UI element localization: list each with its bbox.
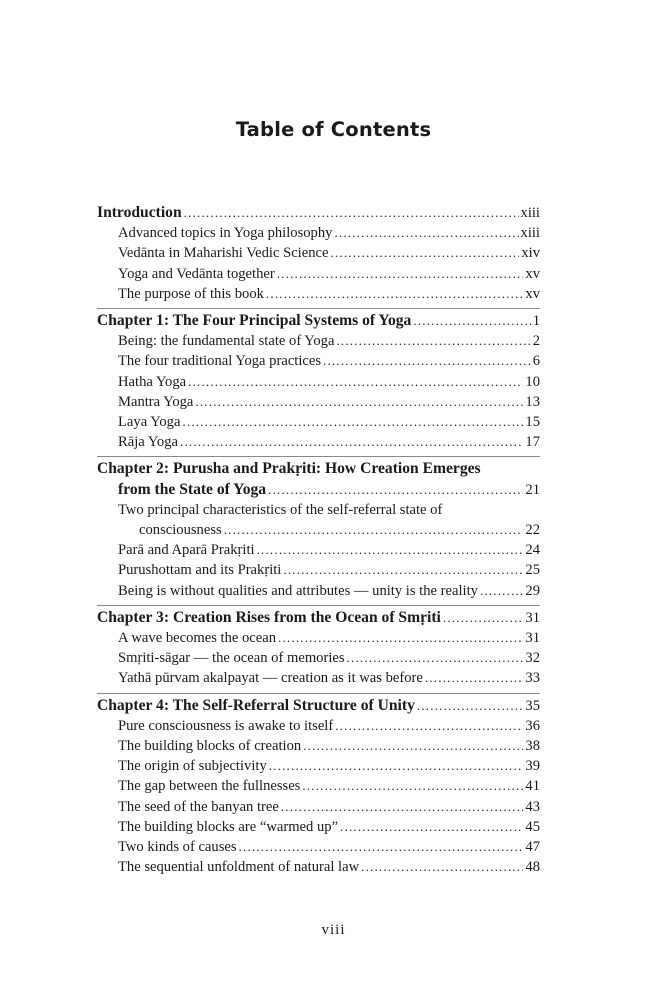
toc-section-chapter-2 — [97, 456, 540, 600]
toc-heading[interactable] — [97, 608, 540, 628]
dot-leader — [182, 412, 523, 432]
dot-leader — [425, 668, 524, 688]
dot-leader — [303, 736, 523, 756]
dot-leader — [188, 372, 523, 392]
toc-item[interactable] — [97, 581, 540, 601]
toc-item-line-1[interactable]: Two principal characteristics of the self-referral state of — [118, 501, 443, 518]
toc-page-number: 38 — [525, 738, 540, 755]
toc-item-label: Being: the fundamental state of Yoga — [118, 333, 335, 350]
dot-leader — [443, 608, 524, 628]
toc-heading-label: Chapter 3: Creation Rises from the Ocean of Smṛiti — [97, 608, 441, 626]
toc-item[interactable] — [97, 716, 540, 736]
toc-item[interactable] — [97, 668, 540, 688]
toc-item[interactable] — [97, 372, 540, 392]
toc-heading-label: Introduction — [97, 204, 182, 221]
dot-leader — [283, 560, 523, 580]
dot-leader — [257, 540, 524, 560]
toc-item-label: The building blocks of creation — [118, 738, 302, 755]
dot-leader — [180, 432, 523, 452]
dot-leader — [480, 581, 523, 601]
toc-item[interactable] — [97, 776, 540, 796]
toc-section-introduction — [97, 203, 540, 304]
dot-leader — [323, 351, 531, 371]
toc-page-number: xv — [525, 285, 540, 302]
toc-page-number: 33 — [525, 670, 540, 687]
toc-item-label: The four traditional Yoga practices — [118, 353, 322, 370]
toc-item[interactable] — [97, 223, 540, 243]
toc-heading[interactable] — [97, 696, 540, 716]
toc-item-label: The sequential unfoldment of natural law — [118, 859, 360, 876]
toc-page-number: 36 — [525, 717, 540, 734]
toc-item[interactable] — [97, 284, 540, 304]
toc-item[interactable] — [97, 628, 540, 648]
toc-page-number: 1 — [532, 313, 540, 330]
toc-page-number: 25 — [525, 562, 540, 579]
dot-leader — [269, 756, 524, 776]
dot-leader — [184, 203, 519, 223]
dot-leader — [361, 857, 523, 877]
toc-item[interactable] — [97, 520, 540, 540]
toc-item-label: The gap between the fullnesses — [118, 778, 301, 795]
toc-item[interactable] — [97, 432, 540, 452]
toc-item[interactable] — [97, 392, 540, 412]
toc-item[interactable] — [97, 264, 540, 284]
toc-item[interactable] — [97, 243, 540, 263]
toc-page-number: 48 — [525, 859, 540, 876]
toc-item-label: A wave becomes the ocean — [118, 630, 277, 647]
dot-leader — [239, 837, 524, 857]
toc-item[interactable] — [97, 331, 540, 351]
toc-item[interactable] — [97, 857, 540, 877]
toc-item-label: Yathā pūrvam akalpayat — creation as it was before — [118, 670, 423, 687]
toc-item-label: Being is without qualities and attributes — unity is the reality — [118, 582, 478, 599]
toc-item[interactable] — [97, 817, 540, 837]
toc-page-number: 2 — [532, 333, 540, 350]
toc-section-chapter-1 — [97, 308, 540, 452]
toc-heading-label: Chapter 1: The Four Principal Systems of Yoga — [97, 312, 412, 330]
toc-page-number: 31 — [525, 609, 540, 626]
dot-leader — [281, 797, 524, 817]
toc-item[interactable] — [97, 736, 540, 756]
dot-leader — [224, 520, 524, 540]
dot-leader — [417, 696, 524, 716]
toc-item[interactable] — [97, 756, 540, 776]
toc-item-label: The seed of the banyan tree — [118, 798, 279, 815]
toc-page-number: 10 — [525, 373, 540, 390]
dot-leader — [334, 223, 518, 243]
toc-page-number: 43 — [525, 798, 540, 815]
toc-item-label: Mantra Yoga — [118, 393, 194, 410]
toc-item[interactable] — [97, 648, 540, 668]
toc-item[interactable] — [97, 540, 540, 560]
toc-heading[interactable] — [97, 311, 540, 331]
toc-item[interactable] — [97, 837, 540, 857]
toc-page-number: 13 — [525, 393, 540, 410]
page-title: Table of Contents — [235, 118, 432, 141]
dot-leader — [268, 480, 523, 500]
toc-page-number: 29 — [525, 582, 540, 599]
toc-heading[interactable] — [97, 480, 540, 500]
toc-page-number: 47 — [525, 839, 540, 856]
toc-page-number: 24 — [525, 542, 540, 559]
toc-item-label: Vedānta in Maharishi Vedic Science — [118, 245, 329, 262]
toc-page-number: 41 — [525, 778, 540, 795]
toc-page-number: 32 — [525, 650, 540, 667]
toc-item-label: Parā and Aparā Prakṛiti — [118, 542, 255, 559]
toc-item-label: Pure consciousness is awake to itself — [118, 717, 334, 734]
toc-item-label: Smṛiti-sāgar — the ocean of memories — [118, 650, 345, 667]
toc-item-label: The building blocks are “warmed up” — [118, 818, 339, 835]
toc-page-number: 6 — [532, 353, 540, 370]
dot-leader — [347, 648, 524, 668]
toc-page-number: xiii — [520, 205, 540, 221]
toc-page-number: 17 — [525, 434, 540, 451]
dot-leader — [266, 284, 523, 304]
toc-page-number: xiii — [520, 225, 540, 242]
toc-page-number: 21 — [525, 481, 540, 498]
toc-heading-line-1[interactable]: Chapter 2: Purusha and Prakṛiti: How Creation Emerges — [97, 460, 481, 478]
table-of-contents — [97, 203, 540, 878]
toc-item-label: Rāja Yoga — [118, 434, 178, 451]
toc-page-number: 22 — [525, 522, 540, 539]
toc-item-label: Hatha Yoga — [118, 373, 187, 390]
toc-item-label: consciousness — [139, 522, 222, 539]
toc-item-label: Advanced topics in Yoga philosophy — [118, 225, 333, 242]
toc-item-label: Yoga and Vedānta together — [118, 265, 275, 282]
toc-section-chapter-3 — [97, 605, 540, 689]
toc-item-label: Two kinds of causes — [118, 839, 237, 856]
toc-item[interactable] — [97, 412, 540, 432]
toc-page-number: xiv — [521, 245, 540, 262]
toc-item[interactable] — [97, 560, 540, 580]
dot-leader — [277, 264, 524, 284]
toc-item[interactable] — [97, 351, 540, 371]
toc-item-label: Laya Yoga — [118, 414, 181, 431]
toc-section-chapter-4 — [97, 693, 540, 878]
toc-item-label: The origin of subjectivity — [118, 758, 267, 775]
toc-heading-label: Chapter 4: The Self-Referral Structure of Unity — [97, 696, 415, 714]
dot-leader — [278, 628, 523, 648]
dot-leader — [336, 331, 530, 351]
toc-item-label: The purpose of this book — [118, 285, 264, 302]
dot-leader — [340, 817, 523, 837]
dot-leader — [302, 776, 523, 796]
toc-page-number: 15 — [525, 414, 540, 431]
toc-page-number: 45 — [525, 818, 540, 835]
toc-page-number: 35 — [525, 697, 540, 714]
page-number-folio: viii — [321, 922, 346, 938]
toc-heading-label: from the State of Yoga — [118, 480, 267, 498]
toc-item[interactable] — [97, 797, 540, 817]
toc-item-label: Purushottam and its Prakṛiti — [118, 562, 282, 579]
toc-heading[interactable] — [97, 203, 540, 223]
dot-leader — [195, 392, 523, 412]
toc-page-number: xv — [525, 265, 540, 282]
dot-leader — [330, 243, 519, 263]
dot-leader — [413, 311, 530, 331]
toc-page-number: 39 — [525, 758, 540, 775]
toc-page-number: 31 — [525, 630, 540, 647]
dot-leader — [335, 716, 523, 736]
